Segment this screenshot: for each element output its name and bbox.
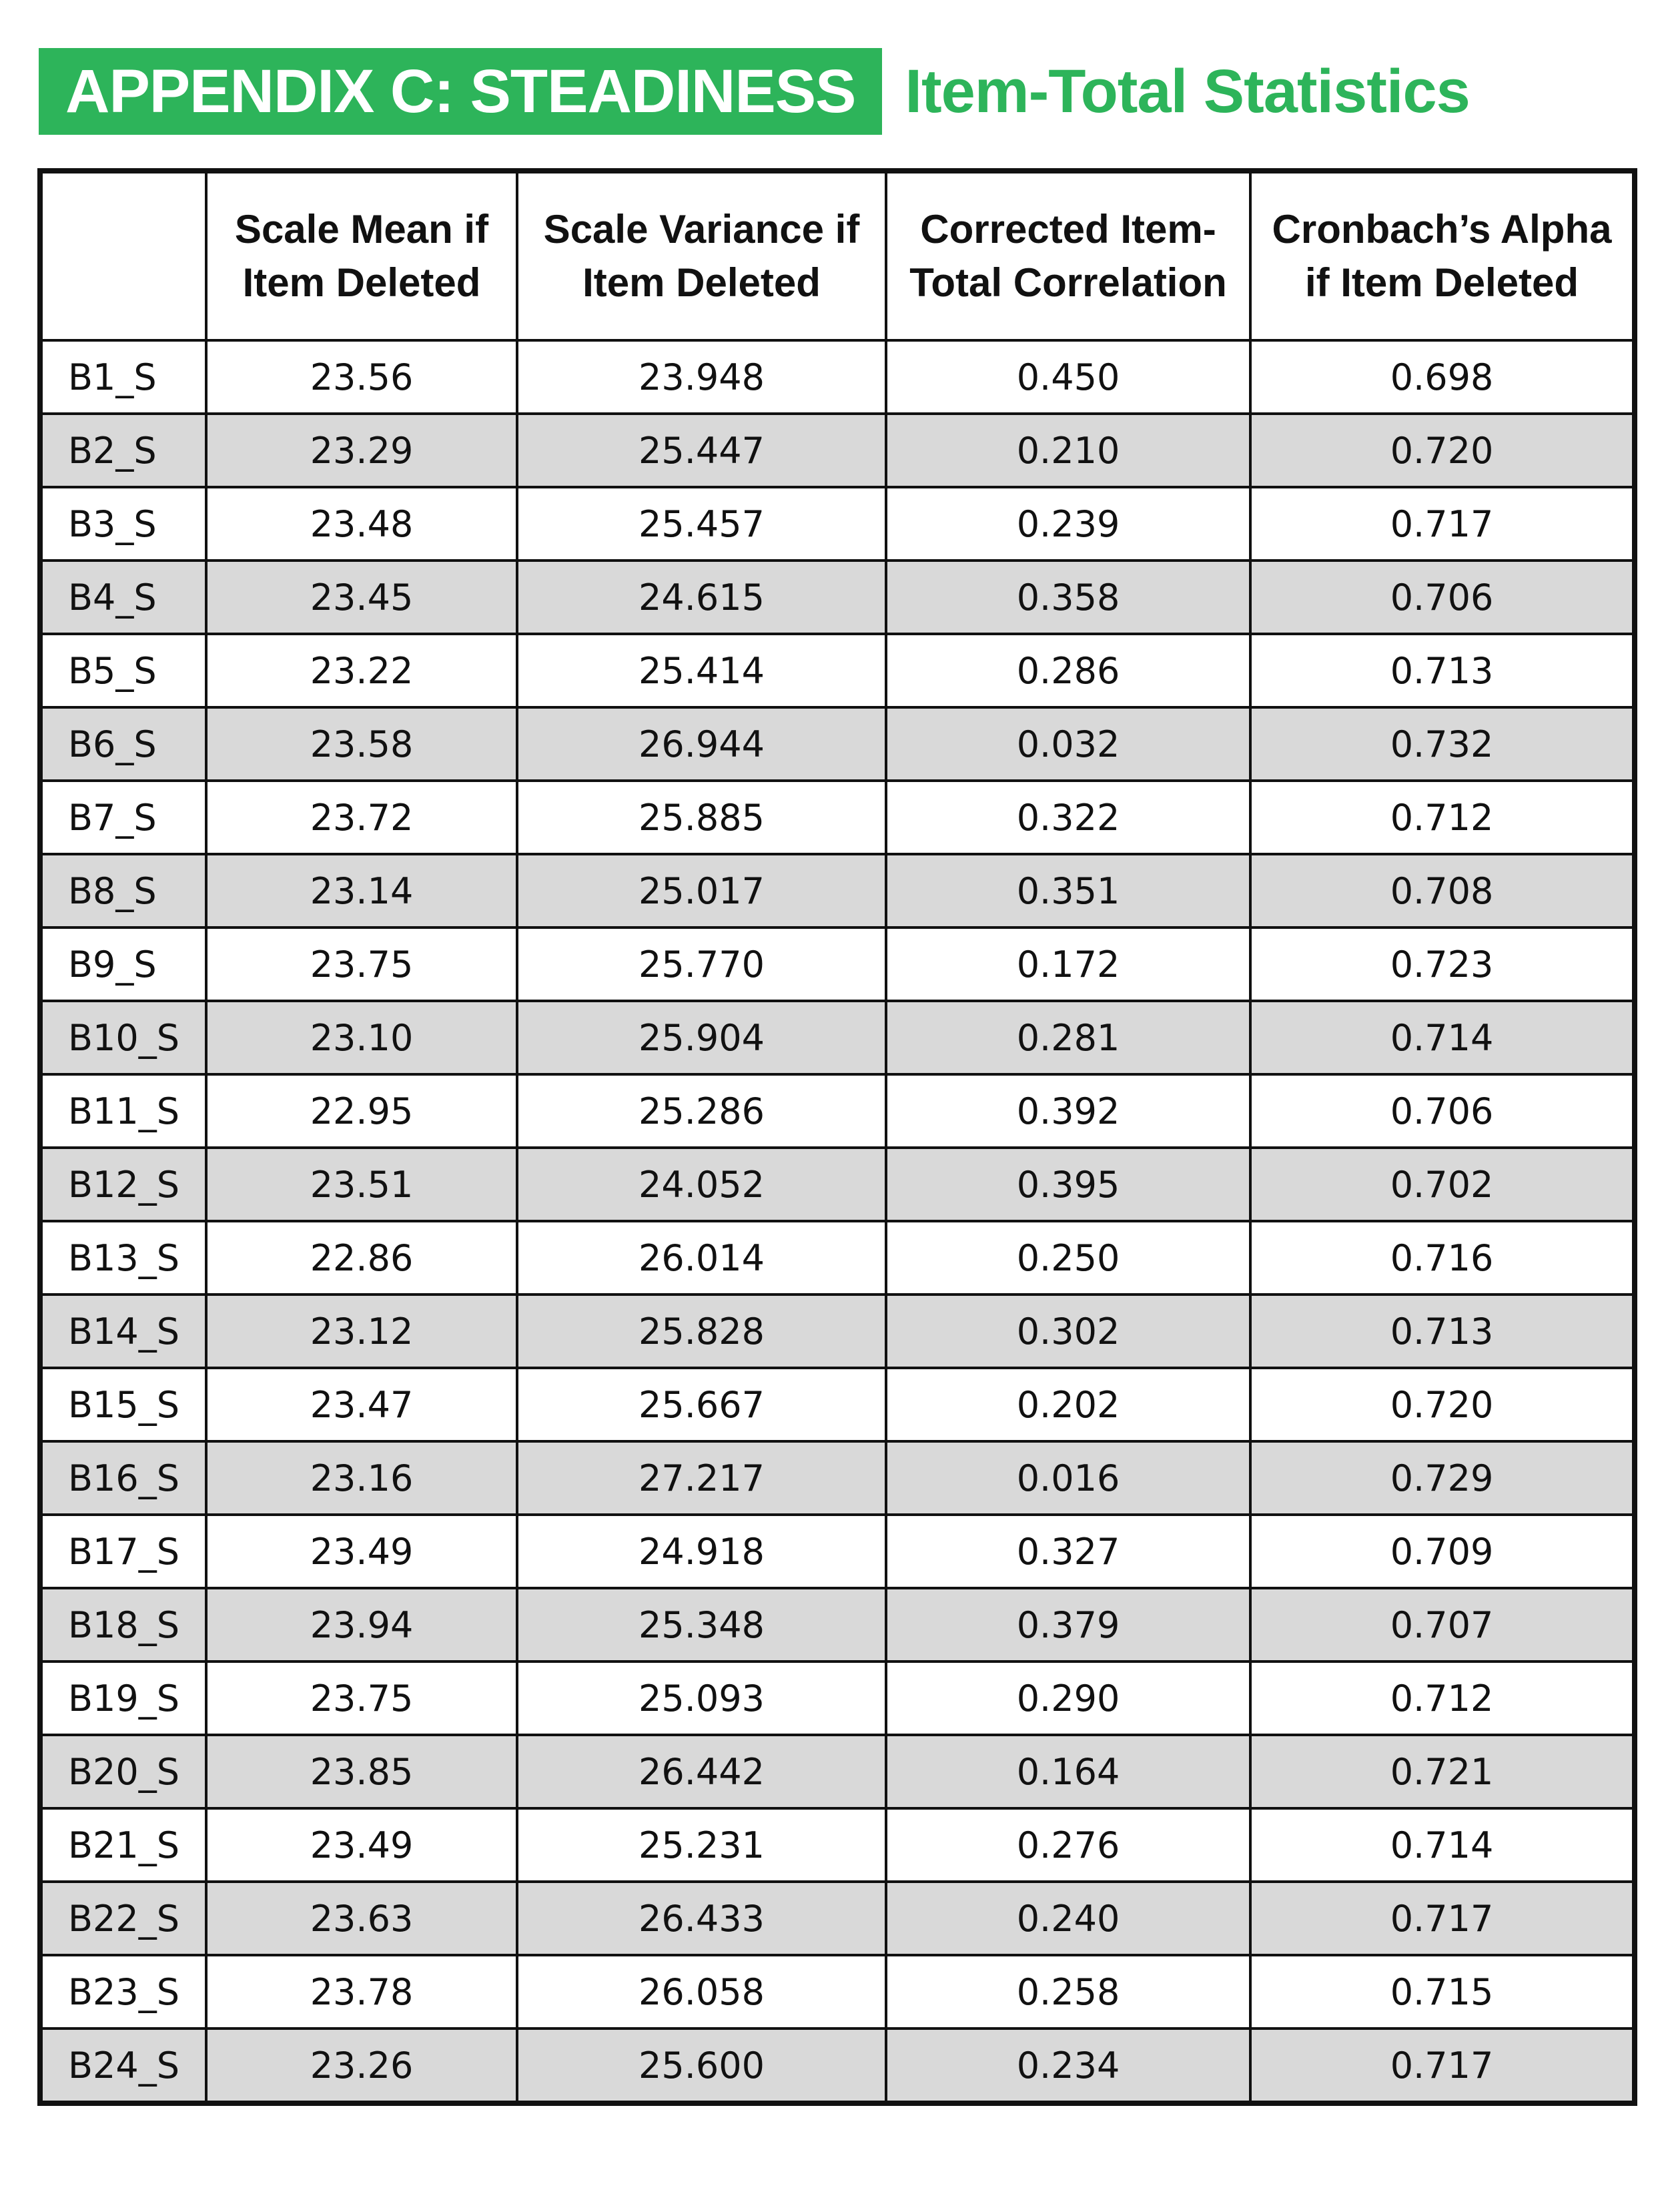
cell-scale-variance: 27.217 (517, 1441, 886, 1515)
column-header-scale-variance: Scale Variance if Item Deleted (517, 171, 886, 340)
cell-corrected-correlation: 0.210 (886, 414, 1250, 487)
table-row (40, 1955, 1635, 2029)
cell-scale-mean: 23.10 (206, 1001, 517, 1074)
cell-item-label: B8_S (40, 854, 206, 928)
cell-item-label: B14_S (40, 1295, 206, 1368)
cell-scale-variance: 24.918 (517, 1515, 886, 1588)
cell-item-label: B5_S (40, 634, 206, 707)
cell-cronbach-alpha: 0.713 (1250, 634, 1635, 707)
cell-item-label: B16_S (40, 1441, 206, 1515)
cell-cronbach-alpha: 0.702 (1250, 1148, 1635, 1221)
cell-scale-mean: 22.95 (206, 1074, 517, 1148)
cell-corrected-correlation: 0.276 (886, 1808, 1250, 1882)
table-row (40, 1441, 1635, 1515)
cell-scale-mean: 23.49 (206, 1808, 517, 1882)
cell-scale-mean: 23.72 (206, 781, 517, 854)
cell-corrected-correlation: 0.240 (886, 1882, 1250, 1955)
cell-corrected-correlation: 0.202 (886, 1368, 1250, 1441)
cell-scale-variance: 25.770 (517, 928, 886, 1001)
cell-cronbach-alpha: 0.712 (1250, 781, 1635, 854)
cell-scale-mean: 23.12 (206, 1295, 517, 1368)
cell-cronbach-alpha: 0.729 (1250, 1441, 1635, 1515)
cell-cronbach-alpha: 0.714 (1250, 1001, 1635, 1074)
table-row (40, 781, 1635, 854)
cell-scale-variance: 26.058 (517, 1955, 886, 2029)
cell-corrected-correlation: 0.392 (886, 1074, 1250, 1148)
cell-corrected-correlation: 0.450 (886, 340, 1250, 414)
cell-scale-mean: 23.63 (206, 1882, 517, 1955)
cell-cronbach-alpha: 0.717 (1250, 1882, 1635, 1955)
cell-cronbach-alpha: 0.708 (1250, 854, 1635, 928)
cell-scale-variance: 26.442 (517, 1735, 886, 1808)
cell-scale-variance: 23.948 (517, 340, 886, 414)
cell-cronbach-alpha: 0.723 (1250, 928, 1635, 1001)
cell-corrected-correlation: 0.322 (886, 781, 1250, 854)
cell-scale-variance: 24.052 (517, 1148, 886, 1221)
cell-scale-mean: 23.16 (206, 1441, 517, 1515)
cell-corrected-correlation: 0.379 (886, 1588, 1250, 1662)
cell-cronbach-alpha: 0.720 (1250, 1368, 1635, 1441)
cell-scale-variance: 26.944 (517, 707, 886, 781)
cell-item-label: B24_S (40, 2029, 206, 2103)
cell-cronbach-alpha: 0.721 (1250, 1735, 1635, 1808)
cell-cronbach-alpha: 0.714 (1250, 1808, 1635, 1882)
cell-item-label: B17_S (40, 1515, 206, 1588)
item-total-statistics-table-wrapper (37, 168, 1632, 2170)
cell-item-label: B19_S (40, 1662, 206, 1735)
table-row (40, 1295, 1635, 1368)
cell-cronbach-alpha: 0.698 (1250, 340, 1635, 414)
appendix-title: APPENDIX C: STEADINESS (39, 48, 882, 135)
cell-item-label: B4_S (40, 561, 206, 634)
table-row (40, 1882, 1635, 1955)
cell-cronbach-alpha: 0.715 (1250, 1955, 1635, 2029)
cell-scale-variance: 26.433 (517, 1882, 886, 1955)
table-header-row (40, 171, 1635, 340)
column-header-corrected-correlation: Corrected Item- Total Correlation (886, 171, 1250, 340)
table-row (40, 634, 1635, 707)
cell-cronbach-alpha: 0.709 (1250, 1515, 1635, 1588)
cell-scale-variance: 25.017 (517, 854, 886, 928)
cell-scale-mean: 23.48 (206, 487, 517, 561)
table-row (40, 928, 1635, 1001)
cell-scale-variance: 25.286 (517, 1074, 886, 1148)
cell-corrected-correlation: 0.302 (886, 1295, 1250, 1368)
cell-scale-variance: 25.348 (517, 1588, 886, 1662)
cell-cronbach-alpha: 0.717 (1250, 2029, 1635, 2103)
table-row (40, 487, 1635, 561)
cell-corrected-correlation: 0.250 (886, 1221, 1250, 1295)
cell-corrected-correlation: 0.164 (886, 1735, 1250, 1808)
cell-item-label: B22_S (40, 1882, 206, 1955)
cell-corrected-correlation: 0.327 (886, 1515, 1250, 1588)
cell-corrected-correlation: 0.286 (886, 634, 1250, 707)
cell-scale-mean: 23.56 (206, 340, 517, 414)
cell-scale-mean: 23.22 (206, 634, 517, 707)
cell-scale-mean: 22.86 (206, 1221, 517, 1295)
cell-item-label: B20_S (40, 1735, 206, 1808)
cell-scale-mean: 23.45 (206, 561, 517, 634)
cell-corrected-correlation: 0.239 (886, 487, 1250, 561)
cell-corrected-correlation: 0.032 (886, 707, 1250, 781)
cell-corrected-correlation: 0.258 (886, 1955, 1250, 2029)
column-header-cronbach-alpha: Cronbach’s Alpha if Item Deleted (1250, 171, 1635, 340)
cell-scale-variance: 25.231 (517, 1808, 886, 1882)
cell-scale-variance: 25.885 (517, 781, 886, 854)
cell-item-label: B13_S (40, 1221, 206, 1295)
table-body (40, 340, 1635, 2103)
cell-scale-mean: 23.51 (206, 1148, 517, 1221)
table-row (40, 1515, 1635, 1588)
cell-item-label: B18_S (40, 1588, 206, 1662)
cell-scale-mean: 23.85 (206, 1735, 517, 1808)
cell-scale-mean: 23.49 (206, 1515, 517, 1588)
column-header-item (40, 171, 206, 340)
cell-corrected-correlation: 0.351 (886, 854, 1250, 928)
cell-scale-variance: 25.828 (517, 1295, 886, 1368)
cell-scale-variance: 25.414 (517, 634, 886, 707)
cell-corrected-correlation: 0.358 (886, 561, 1250, 634)
cell-item-label: B3_S (40, 487, 206, 561)
cell-scale-mean: 23.26 (206, 2029, 517, 2103)
cell-scale-variance: 25.600 (517, 2029, 886, 2103)
cell-cronbach-alpha: 0.712 (1250, 1662, 1635, 1735)
cell-scale-mean: 23.78 (206, 1955, 517, 2029)
cell-corrected-correlation: 0.290 (886, 1662, 1250, 1735)
table-row (40, 1074, 1635, 1148)
cell-scale-mean: 23.14 (206, 854, 517, 928)
table-row (40, 1001, 1635, 1074)
table-row (40, 1221, 1635, 1295)
cell-scale-mean: 23.75 (206, 928, 517, 1001)
cell-item-label: B10_S (40, 1001, 206, 1074)
cell-scale-variance: 25.457 (517, 487, 886, 561)
cell-corrected-correlation: 0.172 (886, 928, 1250, 1001)
cell-scale-variance: 25.447 (517, 414, 886, 487)
cell-cronbach-alpha: 0.717 (1250, 487, 1635, 561)
cell-item-label: B9_S (40, 928, 206, 1001)
cell-scale-mean: 23.94 (206, 1588, 517, 1662)
cell-scale-variance: 25.093 (517, 1662, 886, 1735)
cell-item-label: B2_S (40, 414, 206, 487)
cell-cronbach-alpha: 0.706 (1250, 1074, 1635, 1148)
table-title: Item-Total Statistics (905, 57, 1470, 125)
table-row (40, 707, 1635, 781)
cell-scale-mean: 23.47 (206, 1368, 517, 1441)
cell-scale-variance: 25.904 (517, 1001, 886, 1074)
cell-cronbach-alpha: 0.713 (1250, 1295, 1635, 1368)
cell-scale-variance: 25.667 (517, 1368, 886, 1441)
cell-item-label: B1_S (40, 340, 206, 414)
cell-scale-mean: 23.58 (206, 707, 517, 781)
cell-cronbach-alpha: 0.716 (1250, 1221, 1635, 1295)
column-header-scale-mean: Scale Mean if Item Deleted (206, 171, 517, 340)
table-row (40, 340, 1635, 414)
table-row (40, 1808, 1635, 1882)
table-row (40, 1368, 1635, 1441)
cell-item-label: B11_S (40, 1074, 206, 1148)
table-row (40, 2029, 1635, 2103)
item-total-statistics-table (37, 168, 1637, 2106)
cell-cronbach-alpha: 0.706 (1250, 561, 1635, 634)
cell-corrected-correlation: 0.395 (886, 1148, 1250, 1221)
table-row (40, 1662, 1635, 1735)
cell-scale-mean: 23.75 (206, 1662, 517, 1735)
cell-corrected-correlation: 0.234 (886, 2029, 1250, 2103)
cell-item-label: B7_S (40, 781, 206, 854)
cell-cronbach-alpha: 0.720 (1250, 414, 1635, 487)
cell-scale-variance: 26.014 (517, 1221, 886, 1295)
cell-item-label: B15_S (40, 1368, 206, 1441)
table-row (40, 414, 1635, 487)
table-row (40, 1735, 1635, 1808)
table-row (40, 1588, 1635, 1662)
cell-item-label: B21_S (40, 1808, 206, 1882)
page-header (39, 48, 1470, 135)
cell-corrected-correlation: 0.281 (886, 1001, 1250, 1074)
table-row (40, 561, 1635, 634)
cell-item-label: B12_S (40, 1148, 206, 1221)
cell-corrected-correlation: 0.016 (886, 1441, 1250, 1515)
cell-cronbach-alpha: 0.707 (1250, 1588, 1635, 1662)
cell-scale-variance: 24.615 (517, 561, 886, 634)
cell-scale-mean: 23.29 (206, 414, 517, 487)
table-row (40, 854, 1635, 928)
cell-item-label: B6_S (40, 707, 206, 781)
cell-item-label: B23_S (40, 1955, 206, 2029)
cell-cronbach-alpha: 0.732 (1250, 707, 1635, 781)
table-row (40, 1148, 1635, 1221)
